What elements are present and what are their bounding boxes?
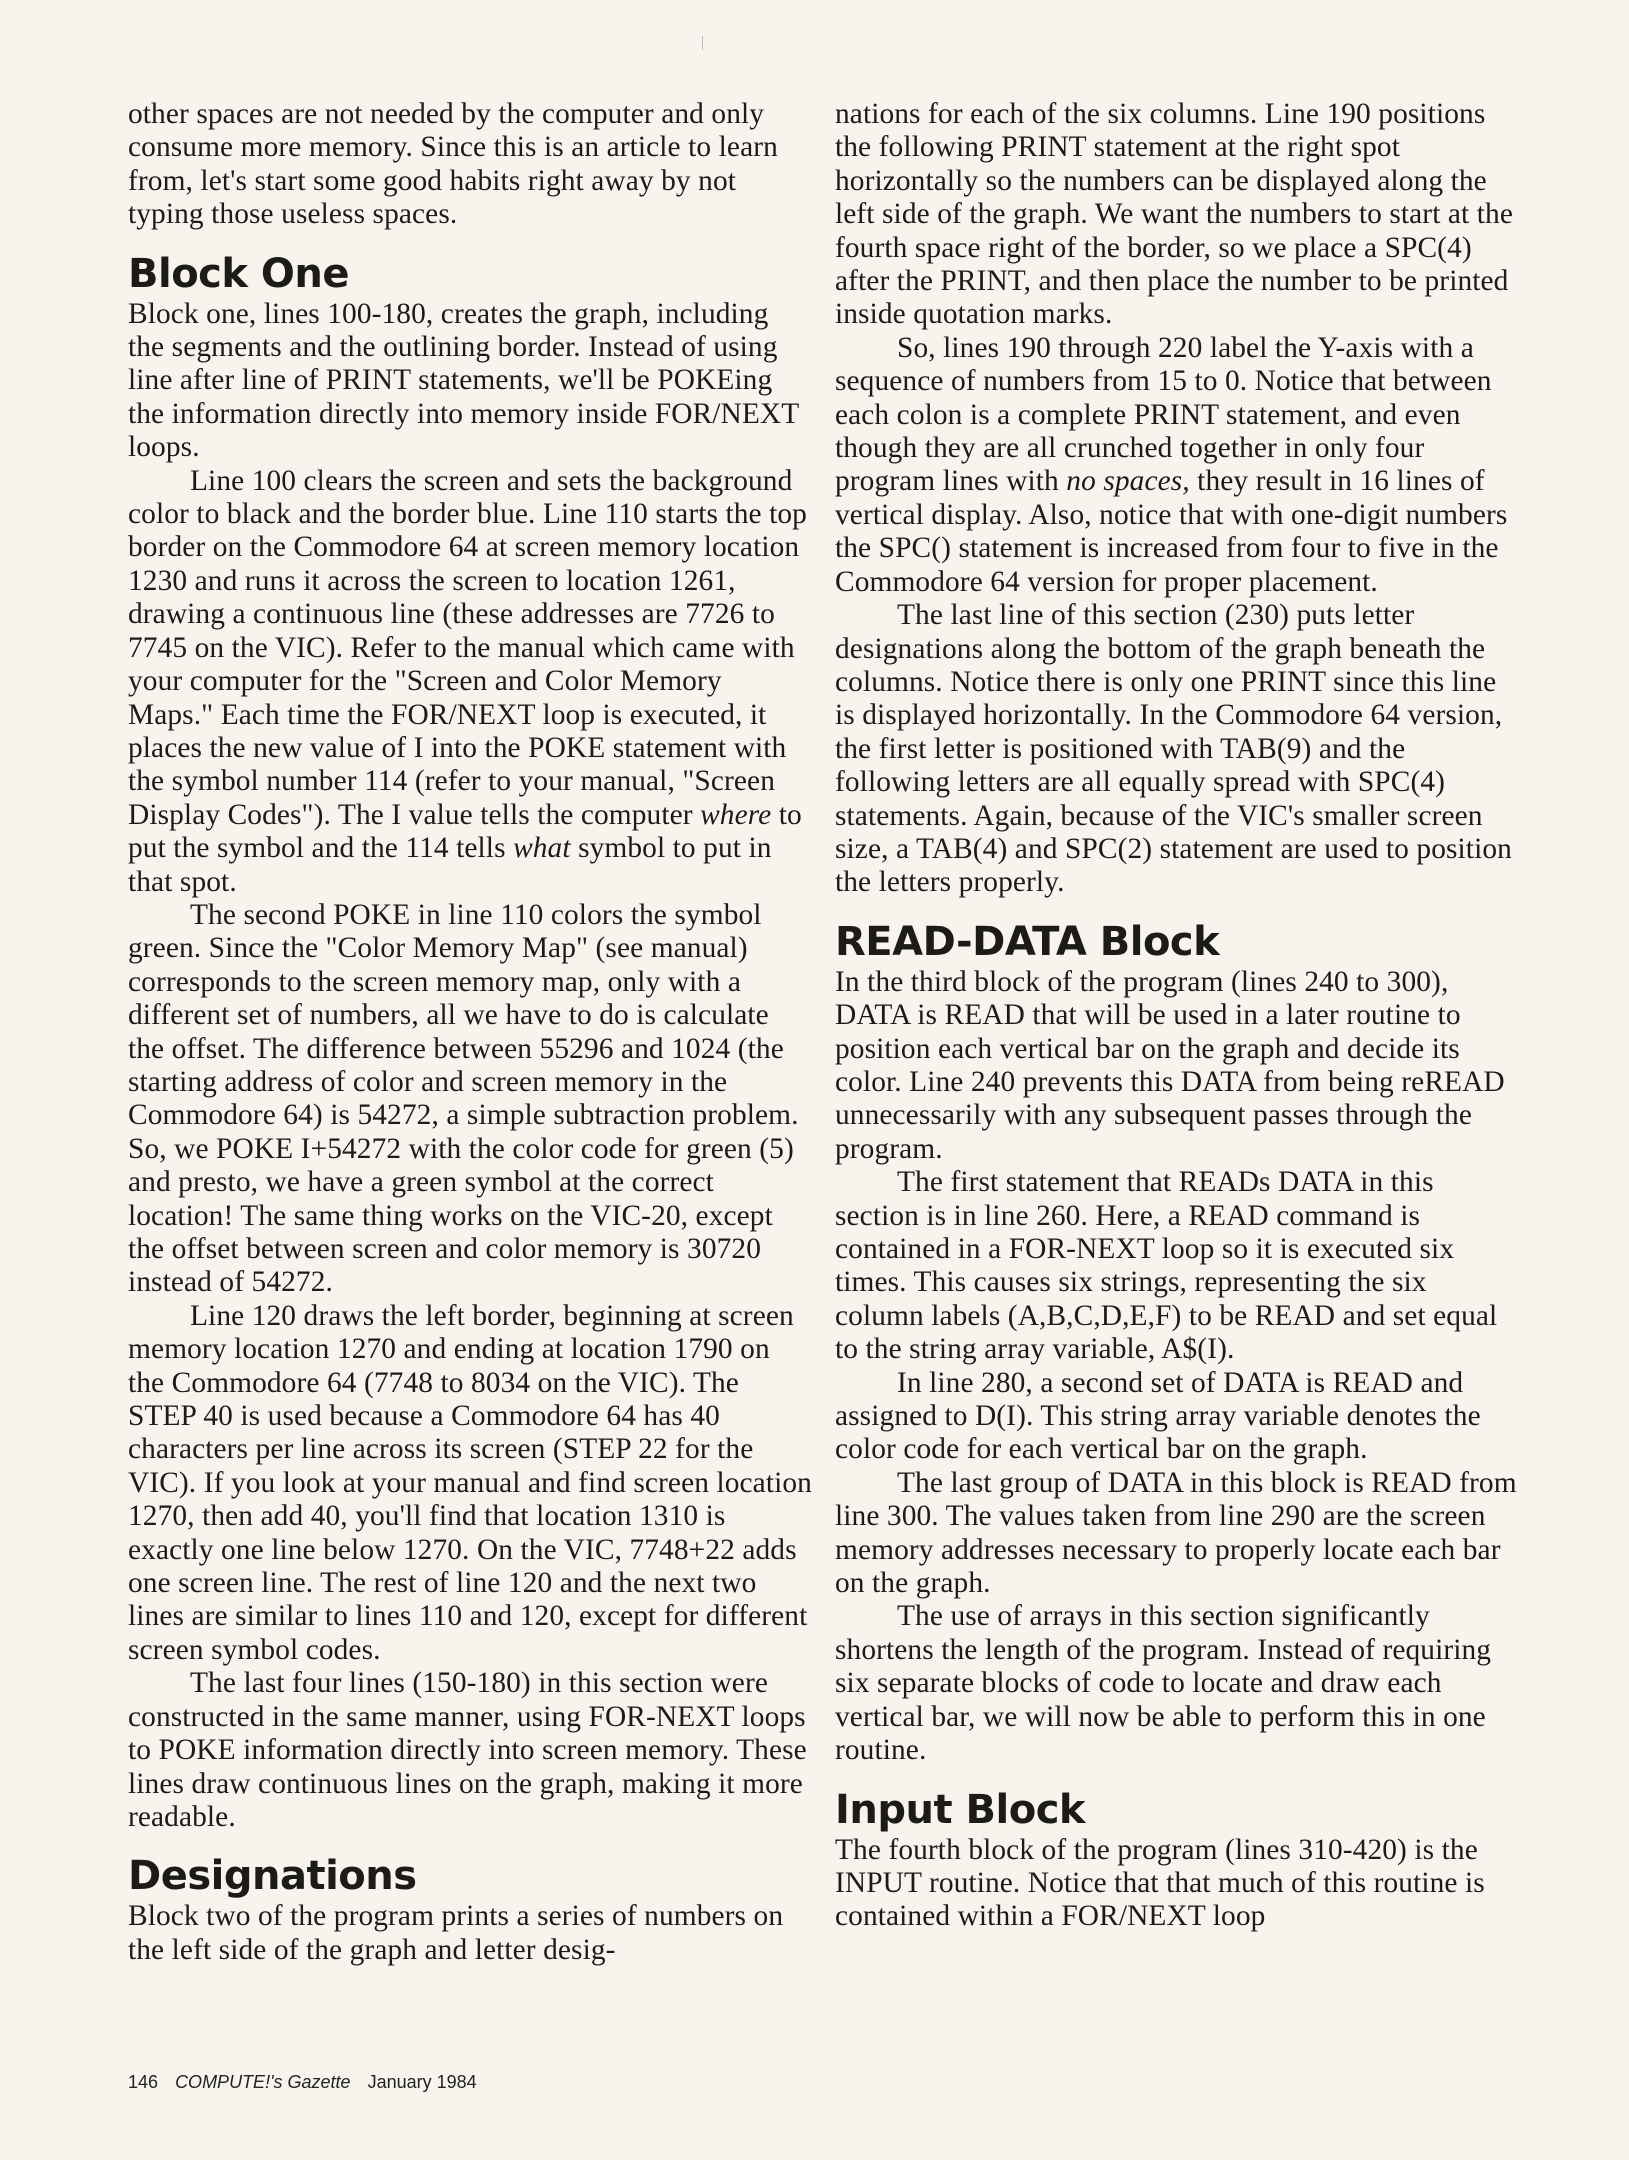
page-footer: [128, 2072, 477, 2093]
section-heading: Designations: [128, 1853, 417, 1900]
body-paragraph: In line 280, a second set of DATA is READ and assigned to D(I). This string array variable denotes the color code for each vertical bar on the graph.: [835, 1366, 1481, 1466]
body-paragraph: In the third block of the program (lines 240 to 300), DATA is READ that will be used in a later routine to position each vertical bar on the graph and decide its color. Line 240 prevents this DATA from being reREAD unnecessarily with any subsequent passes through the program.: [835, 965, 1505, 1165]
text-run: Line 100 clears the screen and sets the background color to black and the border blue. Line 110 starts the top border on the Commodore 64 at screen memory location 1230 and runs it across the screen to location 1261, drawing a continuous line (these addresses are 7726 to 7745 on the VIC). Refer to the manual which came with your computer for the "Screen and Color Memory Maps." Each time the FOR/NEXT loop is executed, it places the new value of I into the POKE statement with the symbol number 114 (refer to your manual, "Screen Display Codes"). The I value tells the computer: [128, 464, 807, 831]
body-paragraph: other spaces are not needed by the computer and only consume more memory. Since this is an article to learn from, let's start some good habits right away by not typing those useless spaces.: [128, 98, 778, 231]
body-paragraph: The last line of this section (230) puts letter designations along the bottom of the graph beneath the columns. Notice there is only one PRINT since this line is displayed horizontally. In the Commodore 64 version, the first letter is positioned with TAB(9) and the following letters are all equally spread with SPC(4) statements. Again, because of the VIC's smaller screen size, a TAB(4) and SPC(2) statement are used to position the letters properly.: [835, 599, 1512, 899]
body-paragraph: Block two of the program prints a series of numbers on the left side of the graph and letter desig-: [128, 1900, 784, 1966]
body-paragraph: [128, 465, 812, 899]
magazine-name: COMPUTE!'s Gazette: [175, 2072, 351, 2092]
body-paragraph: The last four lines (150-180) in this section were constructed in the same manner, using FOR-NEXT loops to POKE information directly into screen memory. These lines draw continuous lines on the graph, making it more readable.: [128, 1667, 807, 1833]
section-heading: Block One: [128, 250, 350, 297]
body-paragraph: [835, 332, 1521, 599]
text-run: they result in 16 lines of vertical display. Also, notice that with one-digit numbers the SPC() statement is increased from four to five in the Commodore 64 version for proper placement.: [835, 465, 1508, 598]
emphasis-text: what: [513, 832, 571, 865]
body-paragraph: Block one, lines 100-180, creates the graph, including the segments and the outlining border. Instead of using line after line of PRINT statements, we'll be POKEing the information directly into memory inside FOR/NEXT loops.: [128, 297, 799, 464]
right-column: [835, 98, 1521, 1934]
body-paragraph: The first statement that READs DATA in this section is in line 260. Here, a READ command is contained in a FOR-NEXT loop so it is executed six times. This causes six strings, representing the six column labels (A,B,C,D,E,F) to be READ and set equal to the string array variable, A$(I).: [835, 1166, 1498, 1366]
section-heading: READ-DATA Block: [835, 918, 1220, 965]
emphasis-text: where: [700, 798, 772, 831]
text-run: So, lines 190 through 220 label the Y-axis with a sequence of numbers from 15 to 0. Notice that between each colon is a complete PRINT statement, and even though they are all crunched together in only four program lines with: [835, 331, 1492, 498]
body-paragraph: The use of arrays in this section significantly shortens the length of the program. Instead of requiring six separate blocks of code to locate and draw each vertical bar, we will now be able to perform this in one routine.: [835, 1600, 1492, 1767]
text-run: to put the symbol and the 114 tells: [128, 798, 802, 865]
top-margin-mark: [702, 36, 703, 50]
emphasis-text: no spaces,: [1066, 465, 1190, 498]
body-paragraph: Line 120 draws the left border, beginning at screen memory location 1270 and ending at location 1790 on the Commodore 64 (7748 to 8034 on the VIC). The STEP 40 is used because a Commodore 64 has 40 characters per line across its screen (STEP 22 for the VIC). If you look at your manual and find screen location 1270, then add 40, you'll find that location 1310 is exactly one line below 1270. On the VIC, 7748+22 adds one screen line. The rest of line 120 and the next two lines are similar to lines 110 and 120, except for different screen symbol codes.: [128, 1299, 812, 1666]
issue-date: January 1984: [367, 2072, 477, 2092]
page-number: 146: [128, 2072, 159, 2092]
section-heading: Input Block: [835, 1786, 1086, 1833]
text-run: symbol to put in that spot.: [128, 832, 772, 898]
left-column: [128, 98, 812, 1967]
body-paragraph: The second POKE in line 110 colors the symbol green. Since the "Color Memory Map" (see manual) corresponds to the screen memory map, only with a different set of numbers, all we have to do is calculate the offset. The difference between 55296 and 1024 (the starting address of color and screen memory in the Commodore 64) is 54272, a simple subtraction problem. So, we POKE I+54272 with the color code for green (5) and presto, we have a green symbol at the correct location! The same thing works on the VIC-20, except the offset between screen and color memory is 30720 instead of 54272.: [128, 898, 799, 1299]
body-paragraph: The last group of DATA in this block is READ from line 300. The values taken from line 290 are the screen memory addresses necessary to properly locate each bar on the graph.: [835, 1466, 1517, 1600]
body-paragraph: The fourth block of the program (lines 310-420) is the INPUT routine. Notice that that much of this routine is contained within a FOR/NEXT loop: [835, 1833, 1485, 1933]
body-paragraph: nations for each of the six columns. Line 190 positions the following PRINT statement at the right spot horizontally so the numbers can be displayed along the left side of the graph. We want the numbers to start at the fourth space right of the border, so we place a SPC(4) after the PRINT, and then place the number to be printed inside quotation marks.: [835, 98, 1513, 331]
